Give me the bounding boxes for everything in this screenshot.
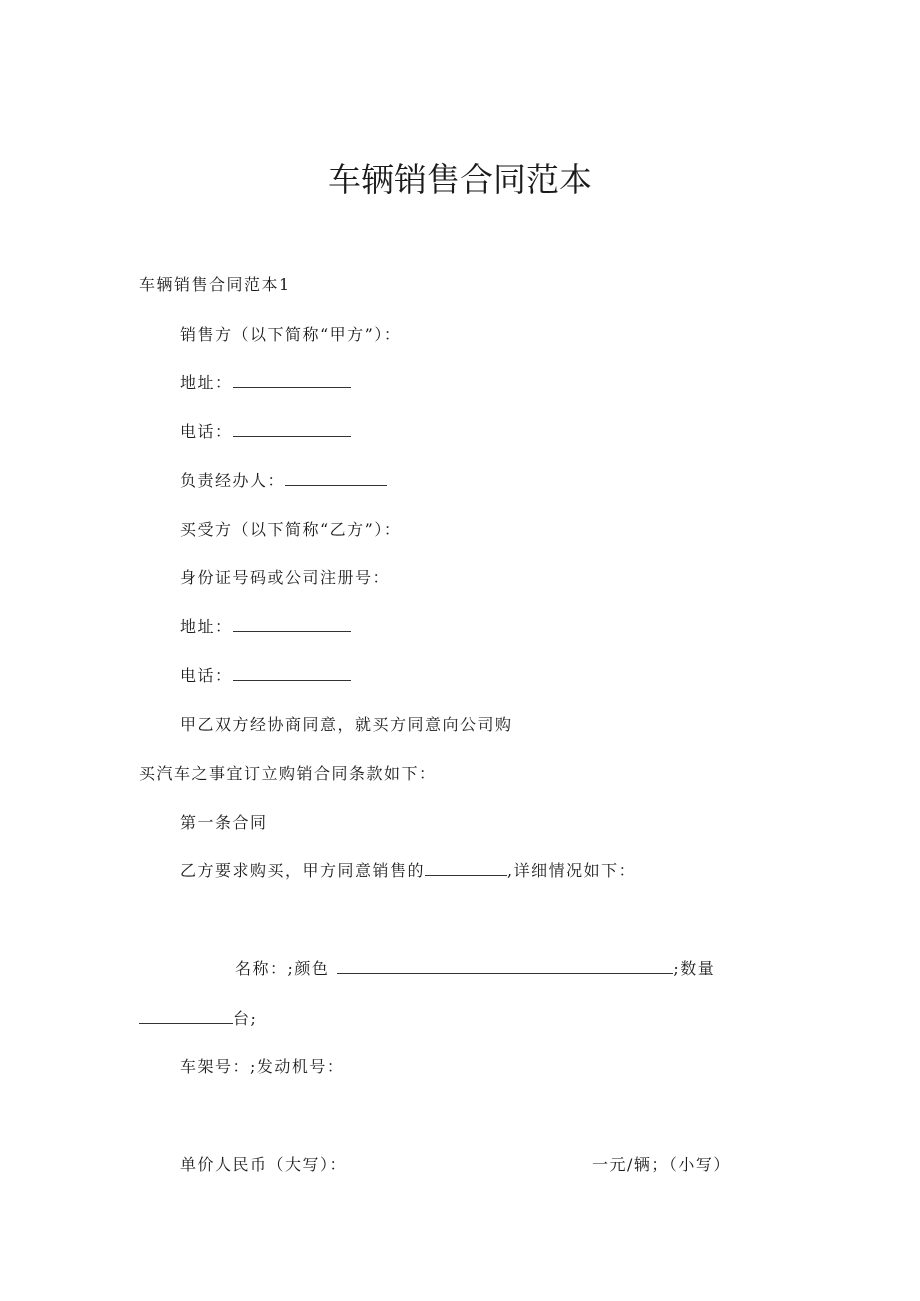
seller-address-blank[interactable] [233,371,351,388]
buyer-address-label: 地址： [180,617,233,636]
unit-label: 台; [233,1009,258,1028]
buyer-address-blank[interactable] [233,615,351,632]
article1-heading: 第一条合同 [180,813,268,832]
article1-text-a: 乙方要求购买，甲方同意销售的 [180,861,426,880]
seller-phone-row [180,420,351,444]
buyer-intro: 买受方（以下简称“乙方”）： [180,520,402,539]
seller-address-row [180,371,351,395]
unit-price-suffix: 一元/辆；（小写） [592,1155,731,1174]
buyer-id-label: 身份证号码或公司注册号： [180,568,391,587]
seller-agent-row [180,469,387,493]
article1-text-b: ,详细情况如下： [507,861,637,880]
agreement-line-1: 甲乙双方经协商同意，就买方同意向公司购 [180,715,513,734]
quantity-row [139,1007,257,1031]
name-color-label: 名称：;颜色 [235,959,330,978]
seller-phone-blank[interactable] [233,420,351,437]
quantity-blank[interactable] [139,1007,233,1024]
seller-agent-label: 负责经办人： [180,471,286,490]
seller-phone-label: 电话： [180,422,233,441]
agreement-line-2: 买汽车之事宜订立购销合同条款如下： [139,764,437,783]
name-color-row [235,957,715,981]
seller-agent-blank[interactable] [285,469,387,486]
buyer-phone-row [180,664,351,688]
article1-text-row [180,859,636,883]
quantity-label: ;数量 [673,959,716,978]
unit-price-label: 单价人民币（大写）： [180,1155,348,1174]
seller-intro: 销售方（以下简称“甲方”）： [180,325,402,344]
vin-engine-label: 车架号：;发动机号： [180,1057,345,1076]
seller-address-label: 地址： [180,373,233,392]
color-blank[interactable] [337,957,673,974]
buyer-address-row [180,615,351,639]
page-title: 车辆销售合同范本 [328,160,592,199]
section-heading: 车辆销售合同范本1 [139,275,291,294]
vehicle-model-blank[interactable] [425,859,507,876]
buyer-phone-label: 电话： [180,666,233,685]
buyer-phone-blank[interactable] [233,664,351,681]
